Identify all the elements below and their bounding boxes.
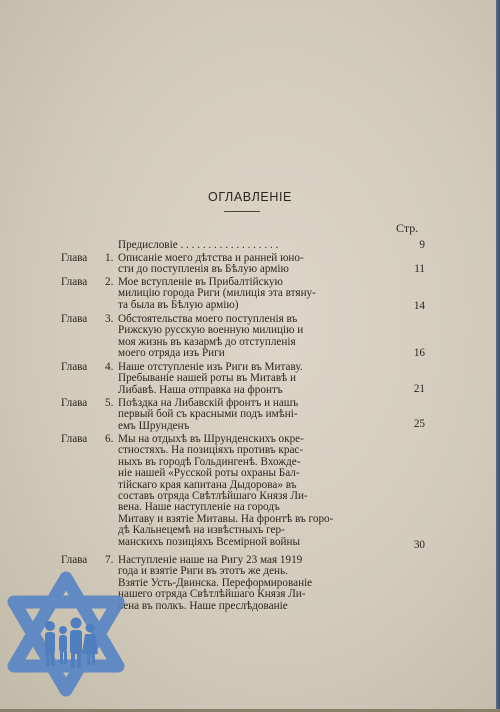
toc-page-number: 21 — [413, 383, 425, 395]
toc-line: Митаву и взятіе Митавы. На фронтѣ въ горо- — [118, 512, 334, 525]
toc-line: Наступленіе наше на Ригу 23 мая 1919 — [118, 554, 303, 566]
toc-page-number: 11 — [414, 263, 425, 275]
toc-line: Либавѣ. Наша отправка на фронтъ — [118, 383, 283, 396]
toc-line: милицію города Риги (милиція эта втяну- — [118, 287, 316, 300]
chapter-number: 6. — [105, 433, 114, 445]
toc-page-number: 25 — [413, 418, 425, 430]
toc-entry-text — [118, 555, 350, 612]
toc-page-number: 30 — [413, 539, 425, 551]
toc-line: дѣ Кальнецемѣ на извѣстныхъ гер- — [118, 524, 285, 537]
toc-page-number: 14 — [413, 300, 425, 312]
toc-page-number: 16 — [413, 347, 425, 359]
toc-line: Пребываніе нашей роты въ Митавѣ и — [118, 372, 297, 385]
toc-line: Мы на отдыхѣ въ Шрунденскихъ окре- — [118, 433, 304, 445]
page-title: ОГЛАВЛЕНІЕ — [208, 190, 292, 204]
chapter-label: Глава — [61, 361, 88, 373]
chapter-number: 5. — [105, 397, 114, 409]
toc-line: сти до поступленія въ Бѣлую армію — [118, 263, 289, 276]
chapter-label: Глава — [61, 433, 88, 445]
toc-entry-text — [118, 362, 350, 396]
toc-line: стностяхъ. На позиціяхъ противъ крас- — [118, 444, 304, 457]
toc-line: ныхъ въ городѣ Гольдингенѣ. Вхожде- — [118, 455, 301, 468]
toc-line: составъ отряда Свѣтлѣйшаго Князя Ли- — [118, 490, 308, 503]
chapter-label: Глава — [61, 313, 88, 325]
toc-line: ніе нашей «Русской роты охраны Бал- — [118, 467, 300, 480]
toc-line: года и взятіе Риги въ этотъ же день. — [118, 565, 288, 578]
chapter-number: 2. — [105, 276, 114, 288]
toc-page-number: 9 — [419, 239, 425, 251]
toc-line: вена. Наше наступленіе на городъ — [118, 501, 280, 514]
toc-entry-text — [118, 253, 350, 276]
toc-line: Рижскую русскую военную милицію и — [118, 324, 304, 337]
toc-line: Мое вступленіе въ Прибалтійскую — [118, 276, 283, 288]
toc-line: нашего отряда Свѣтлѣйшаго Князя Ли- — [118, 588, 306, 601]
toc-line: первый бой съ красными подъ имѣні- — [118, 408, 298, 421]
chapter-number: 4. — [105, 361, 114, 373]
chapter-label: Глава — [61, 397, 88, 409]
toc-entry-text — [118, 434, 350, 548]
toc-entry-text — [118, 277, 350, 311]
toc-entry-text — [118, 314, 350, 360]
toc-line: Обстоятельства моего поступленія въ — [118, 313, 298, 325]
toc-line: Наше отступленіе изъ Риги въ Митаву. — [118, 361, 303, 373]
toc-line: моего отряда изъ Риги — [118, 347, 225, 360]
toc-line: Описаніе моего дѣтства и ранней юно- — [118, 252, 304, 264]
toc-line: манскихъ позиціяхъ Всемірной войны — [118, 535, 301, 548]
chapter-number: 3. — [105, 313, 114, 325]
toc-line: емъ Шрунденъ — [118, 419, 190, 432]
toc-line: тійскаго края капитана Дыдорова» въ — [118, 478, 297, 491]
toc-entry-text — [118, 240, 350, 251]
star-of-david-family-icon — [6, 568, 126, 698]
toc-line: Поѣздка на Либавскій фронтъ и нашъ — [118, 397, 299, 409]
chapter-label: Глава — [61, 252, 88, 264]
toc-line: Предисловіе . . . . . . . . . . . . . . . . . . — [118, 239, 279, 251]
toc-entry-text — [118, 398, 350, 432]
toc-line: моя жизнь въ казармѣ до отступленія — [118, 335, 296, 348]
chapter-label: Глава — [61, 276, 88, 288]
chapter-label: Глава — [61, 554, 88, 566]
toc-line: Взятіе Усть-Двинска. Переформированіе — [118, 576, 313, 589]
toc-line: та была въ Бѣлую армію) — [118, 298, 239, 311]
chapter-number: 7. — [105, 554, 114, 566]
chapter-number: 1. — [105, 252, 114, 264]
page-column-header: Стр. — [396, 221, 419, 235]
toc-line: вена въ полкъ. Наше преслѣдованіе — [118, 599, 288, 612]
